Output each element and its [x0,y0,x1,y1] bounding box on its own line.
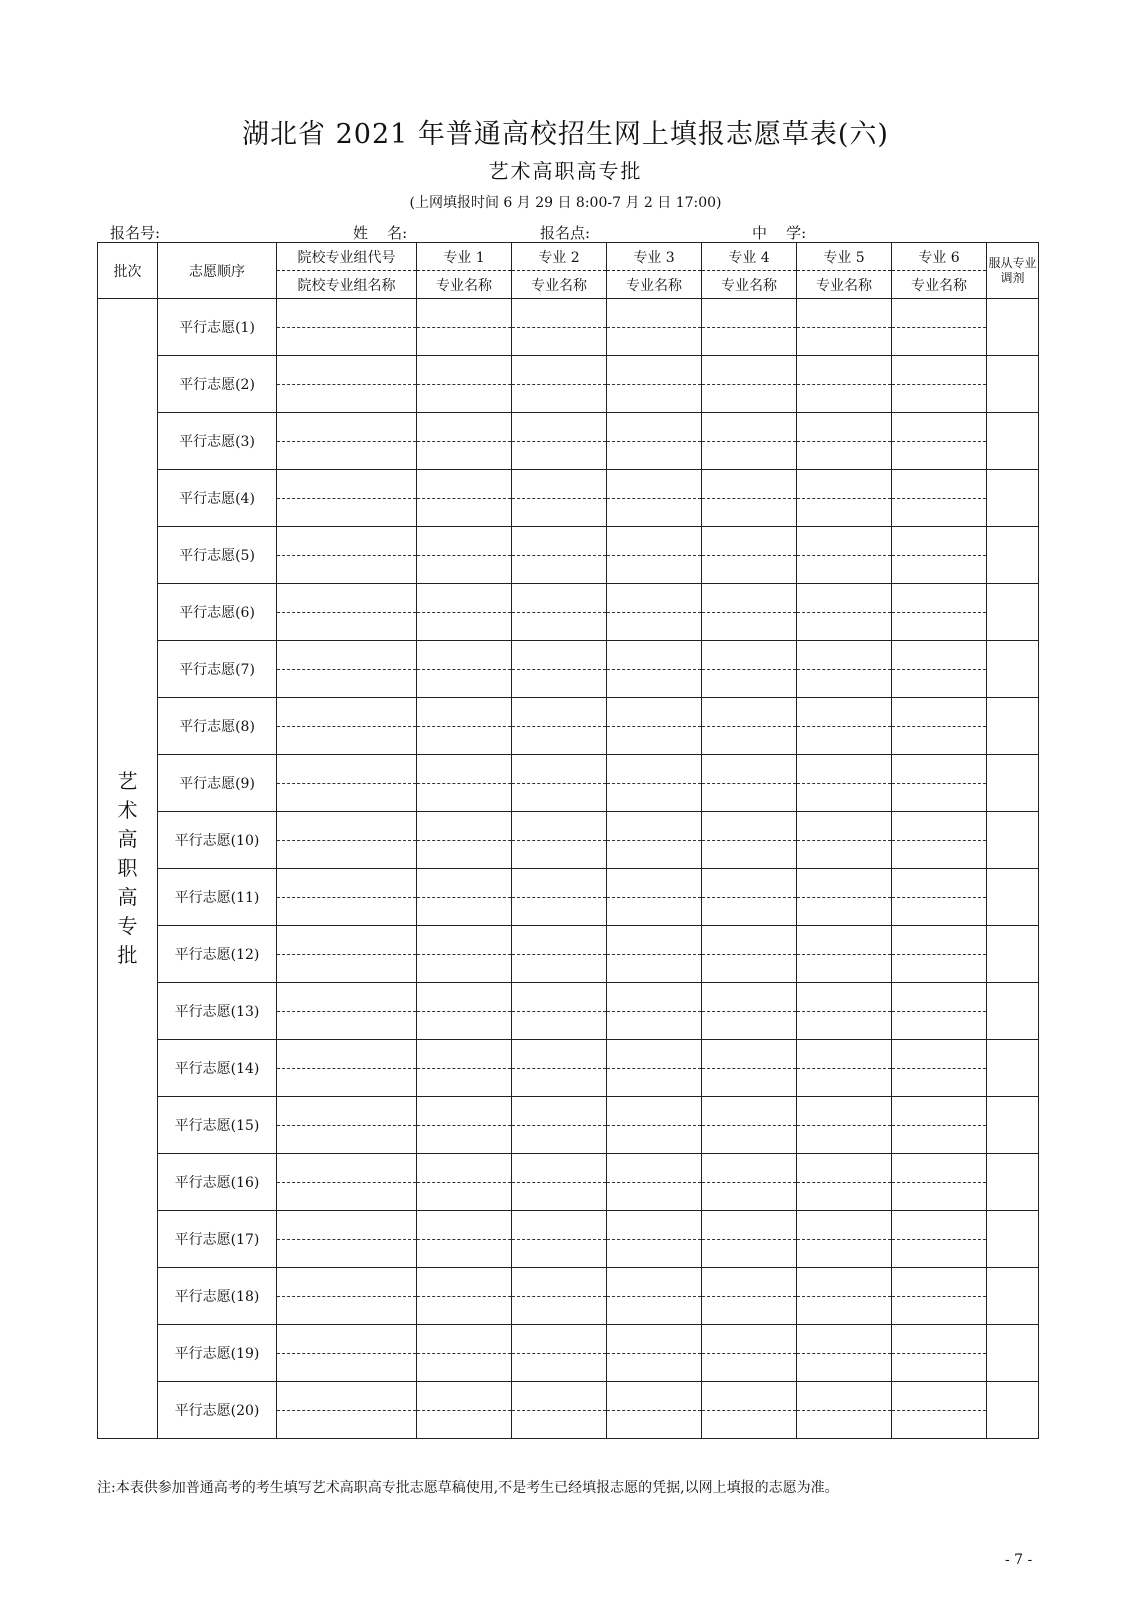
major-entry-cell[interactable] [607,1268,702,1325]
table-row [98,1382,1039,1439]
header-adjust: 服从专业调剂 [987,243,1039,299]
major-entry-cell[interactable] [417,755,512,812]
major-entry-cell[interactable] [607,755,702,812]
group-entry-cell[interactable] [277,1211,417,1268]
major-entry-cell[interactable] [702,470,797,527]
adjust-entry-cell[interactable] [987,1268,1039,1325]
table-row [98,869,1039,926]
group-entry-cell[interactable] [277,356,417,413]
major-entry-cell[interactable] [417,1211,512,1268]
group-entry-cell[interactable] [277,1268,417,1325]
application-order-label: 平行志愿(10) [158,812,277,869]
adjust-entry-cell[interactable] [987,470,1039,527]
group-entry-cell[interactable] [277,584,417,641]
adjust-entry-cell[interactable] [987,869,1039,926]
group-entry-cell[interactable] [277,755,417,812]
header-major-5: 专业 5 [797,243,892,271]
major-entry-cell[interactable] [512,413,607,470]
major-entry-cell[interactable] [512,869,607,926]
major-entry-cell[interactable] [892,869,987,926]
major-entry-cell[interactable] [702,812,797,869]
header-order: 志愿顺序 [158,243,277,299]
major-entry-cell[interactable] [892,1040,987,1097]
application-order-label: 平行志愿(20) [158,1382,277,1439]
adjust-entry-cell[interactable] [987,584,1039,641]
major-entry-cell[interactable] [797,698,892,755]
site-label: 报名点: [540,224,591,242]
major-entry-cell[interactable] [417,1325,512,1382]
header-major-2: 专业 2 [512,243,607,271]
major-entry-cell[interactable] [607,1211,702,1268]
header-major-name-2: 专业名称 [512,271,607,299]
major-entry-cell[interactable] [417,299,512,356]
major-entry-cell[interactable] [892,1268,987,1325]
table-row [98,299,1039,356]
adjust-entry-cell[interactable] [987,755,1039,812]
adjust-entry-cell[interactable] [987,641,1039,698]
major-entry-cell[interactable] [417,1382,512,1439]
major-entry-cell[interactable] [702,926,797,983]
header-group-code: 院校专业组代号 [277,243,417,271]
major-entry-cell[interactable] [417,470,512,527]
major-entry-cell[interactable] [797,755,892,812]
major-entry-cell[interactable] [797,470,892,527]
major-entry-cell[interactable] [702,1382,797,1439]
application-order-label: 平行志愿(19) [158,1325,277,1382]
group-entry-cell[interactable] [277,413,417,470]
major-entry-cell[interactable] [607,1154,702,1211]
major-entry-cell[interactable] [512,1154,607,1211]
major-entry-cell[interactable] [797,926,892,983]
page-number: - 7 - [1005,1552,1033,1568]
page-subtitle: 艺术高职高专批 [488,159,643,183]
table-row [98,1097,1039,1154]
major-entry-cell[interactable] [702,1211,797,1268]
major-entry-cell[interactable] [607,698,702,755]
major-entry-cell[interactable] [797,584,892,641]
major-entry-cell[interactable] [892,1154,987,1211]
reg-no-label: 报名号: [110,224,161,242]
major-entry-cell[interactable] [797,1097,892,1154]
table-row [98,356,1039,413]
application-order-label: 平行志愿(14) [158,1040,277,1097]
major-entry-cell[interactable] [417,1097,512,1154]
group-entry-cell[interactable] [277,1325,417,1382]
major-entry-cell[interactable] [702,1040,797,1097]
application-order-label: 平行志愿(13) [158,983,277,1040]
application-order-label: 平行志愿(2) [158,356,277,413]
table-row [98,812,1039,869]
major-entry-cell[interactable] [512,812,607,869]
major-entry-cell[interactable] [892,926,987,983]
major-entry-cell[interactable] [607,1382,702,1439]
major-entry-cell[interactable] [892,527,987,584]
adjust-entry-cell[interactable] [987,698,1039,755]
major-entry-cell[interactable] [607,869,702,926]
major-entry-cell[interactable] [417,356,512,413]
filing-time-note: (上网填报时间 6 月 29 日 8:00-7 月 2 日 17:00) [409,195,722,211]
major-entry-cell[interactable] [607,1040,702,1097]
header-major-3: 专业 3 [607,243,702,271]
group-entry-cell[interactable] [277,869,417,926]
major-entry-cell[interactable] [797,1268,892,1325]
major-entry-cell[interactable] [702,527,797,584]
major-entry-cell[interactable] [797,527,892,584]
major-entry-cell[interactable] [702,869,797,926]
major-entry-cell[interactable] [417,1268,512,1325]
major-entry-cell[interactable] [797,1382,892,1439]
group-entry-cell[interactable] [277,698,417,755]
application-order-label: 平行志愿(3) [158,413,277,470]
header-group-name: 院校专业组名称 [277,271,417,299]
major-entry-cell[interactable] [797,356,892,413]
major-entry-cell[interactable] [797,983,892,1040]
adjust-entry-cell[interactable] [987,926,1039,983]
application-order-label: 平行志愿(6) [158,584,277,641]
major-entry-cell[interactable] [417,641,512,698]
major-entry-cell[interactable] [417,1154,512,1211]
major-entry-cell[interactable] [892,1097,987,1154]
major-entry-cell[interactable] [607,413,702,470]
table-row [98,470,1039,527]
group-entry-cell[interactable] [277,1382,417,1439]
major-entry-cell[interactable] [512,1268,607,1325]
group-entry-cell[interactable] [277,1097,417,1154]
header-row-top [98,243,1039,271]
table-row [98,926,1039,983]
group-entry-cell[interactable] [277,983,417,1040]
major-entry-cell[interactable] [607,584,702,641]
major-entry-cell[interactable] [607,641,702,698]
header-major-name-3: 专业名称 [607,271,702,299]
application-order-label: 平行志愿(5) [158,527,277,584]
major-entry-cell[interactable] [797,1325,892,1382]
adjust-entry-cell[interactable] [987,527,1039,584]
header-major-name-5: 专业名称 [797,271,892,299]
major-entry-cell[interactable] [702,584,797,641]
major-entry-cell[interactable] [797,812,892,869]
major-entry-cell[interactable] [702,1097,797,1154]
major-entry-cell[interactable] [892,356,987,413]
major-entry-cell[interactable] [892,1325,987,1382]
major-entry-cell[interactable] [892,755,987,812]
major-entry-cell[interactable] [417,527,512,584]
adjust-entry-cell[interactable] [987,1325,1039,1382]
major-entry-cell[interactable] [607,926,702,983]
table-row [98,527,1039,584]
major-entry-cell[interactable] [607,812,702,869]
major-entry-cell[interactable] [417,812,512,869]
adjust-entry-cell[interactable] [987,1382,1039,1439]
major-entry-cell[interactable] [512,641,607,698]
table-row [98,983,1039,1040]
major-entry-cell[interactable] [512,755,607,812]
school-label: 中 学: [752,224,807,242]
adjust-entry-cell[interactable] [987,413,1039,470]
header-major-1: 专业 1 [417,243,512,271]
adjust-entry-cell[interactable] [987,299,1039,356]
major-entry-cell[interactable] [417,413,512,470]
major-entry-cell[interactable] [512,1211,607,1268]
application-order-label: 平行志愿(1) [158,299,277,356]
major-entry-cell[interactable] [702,755,797,812]
adjust-entry-cell[interactable] [987,1211,1039,1268]
major-entry-cell[interactable] [607,1325,702,1382]
header-major-6: 专业 6 [892,243,987,271]
major-entry-cell[interactable] [892,812,987,869]
group-entry-cell[interactable] [277,299,417,356]
major-entry-cell[interactable] [607,527,702,584]
major-entry-cell[interactable] [417,1040,512,1097]
table-row [98,755,1039,812]
header-major-name-1: 专业名称 [417,271,512,299]
name-label: 姓 名: [353,224,408,242]
major-entry-cell[interactable] [797,1040,892,1097]
major-entry-cell[interactable] [702,1154,797,1211]
group-entry-cell[interactable] [277,470,417,527]
major-entry-cell[interactable] [892,470,987,527]
major-entry-cell[interactable] [892,1211,987,1268]
major-entry-cell[interactable] [512,926,607,983]
group-entry-cell[interactable] [277,641,417,698]
table-row [98,584,1039,641]
major-entry-cell[interactable] [512,1325,607,1382]
group-entry-cell[interactable] [277,1154,417,1211]
major-entry-cell[interactable] [892,299,987,356]
major-entry-cell[interactable] [797,299,892,356]
major-entry-cell[interactable] [512,1040,607,1097]
major-entry-cell[interactable] [702,1325,797,1382]
table-row [98,1325,1039,1382]
major-entry-cell[interactable] [512,356,607,413]
application-order-label: 平行志愿(4) [158,470,277,527]
major-entry-cell[interactable] [417,926,512,983]
major-entry-cell[interactable] [512,983,607,1040]
application-order-label: 平行志愿(18) [158,1268,277,1325]
adjust-entry-cell[interactable] [987,1097,1039,1154]
group-entry-cell[interactable] [277,1040,417,1097]
major-entry-cell[interactable] [607,299,702,356]
major-entry-cell[interactable] [797,1211,892,1268]
batch-name-vertical: 艺 术 高 职 高 专 批 [98,299,158,1439]
table-row [98,1211,1039,1268]
adjust-entry-cell[interactable] [987,1154,1039,1211]
major-entry-cell[interactable] [417,698,512,755]
header-batch: 批次 [98,243,158,299]
major-entry-cell[interactable] [607,470,702,527]
application-order-label: 平行志愿(11) [158,869,277,926]
major-entry-cell[interactable] [892,413,987,470]
major-entry-cell[interactable] [797,413,892,470]
major-entry-cell[interactable] [512,299,607,356]
group-entry-cell[interactable] [277,926,417,983]
adjust-entry-cell[interactable] [987,356,1039,413]
major-entry-cell[interactable] [797,641,892,698]
major-entry-cell[interactable] [607,1097,702,1154]
major-entry-cell[interactable] [797,1154,892,1211]
major-entry-cell[interactable] [702,299,797,356]
footnote: 注:本表供参加普通高考的考生填写艺术高职高专批志愿草稿使用,不是考生已经填报志愿的凭据,以网上填报的志愿为准。 [97,1480,839,1496]
major-entry-cell[interactable] [417,869,512,926]
table-row [98,1154,1039,1211]
application-order-label: 平行志愿(7) [158,641,277,698]
major-entry-cell[interactable] [512,584,607,641]
major-entry-cell[interactable] [892,584,987,641]
header-major-name-4: 专业名称 [702,271,797,299]
table-row [98,1268,1039,1325]
major-entry-cell[interactable] [512,1097,607,1154]
major-entry-cell[interactable] [417,983,512,1040]
major-entry-cell[interactable] [607,356,702,413]
major-entry-cell[interactable] [512,1382,607,1439]
application-order-label: 平行志愿(17) [158,1211,277,1268]
major-entry-cell[interactable] [892,983,987,1040]
major-entry-cell[interactable] [892,698,987,755]
group-entry-cell[interactable] [277,812,417,869]
table-row [98,413,1039,470]
major-entry-cell[interactable] [702,641,797,698]
group-entry-cell[interactable] [277,527,417,584]
header-major-4: 专业 4 [702,243,797,271]
major-entry-cell[interactable] [417,584,512,641]
major-entry-cell[interactable] [892,641,987,698]
adjust-entry-cell[interactable] [987,1040,1039,1097]
major-entry-cell[interactable] [512,698,607,755]
major-entry-cell[interactable] [702,356,797,413]
major-entry-cell[interactable] [797,869,892,926]
application-order-label: 平行志愿(8) [158,698,277,755]
major-entry-cell[interactable] [702,413,797,470]
header-major-name-6: 专业名称 [892,271,987,299]
major-entry-cell[interactable] [512,527,607,584]
application-order-label: 平行志愿(16) [158,1154,277,1211]
page-title: 湖北省 2021 年普通高校招生网上填报志愿草表(六) [242,119,889,150]
major-entry-cell[interactable] [702,983,797,1040]
adjust-entry-cell[interactable] [987,983,1039,1040]
table-row [98,698,1039,755]
major-entry-cell[interactable] [892,1382,987,1439]
application-order-label: 平行志愿(9) [158,755,277,812]
adjust-entry-cell[interactable] [987,812,1039,869]
application-order-label: 平行志愿(15) [158,1097,277,1154]
application-table [97,242,1039,1439]
major-entry-cell[interactable] [702,1268,797,1325]
table-row [98,1040,1039,1097]
application-order-label: 平行志愿(12) [158,926,277,983]
major-entry-cell[interactable] [702,698,797,755]
table-row [98,641,1039,698]
major-entry-cell[interactable] [607,983,702,1040]
major-entry-cell[interactable] [512,470,607,527]
